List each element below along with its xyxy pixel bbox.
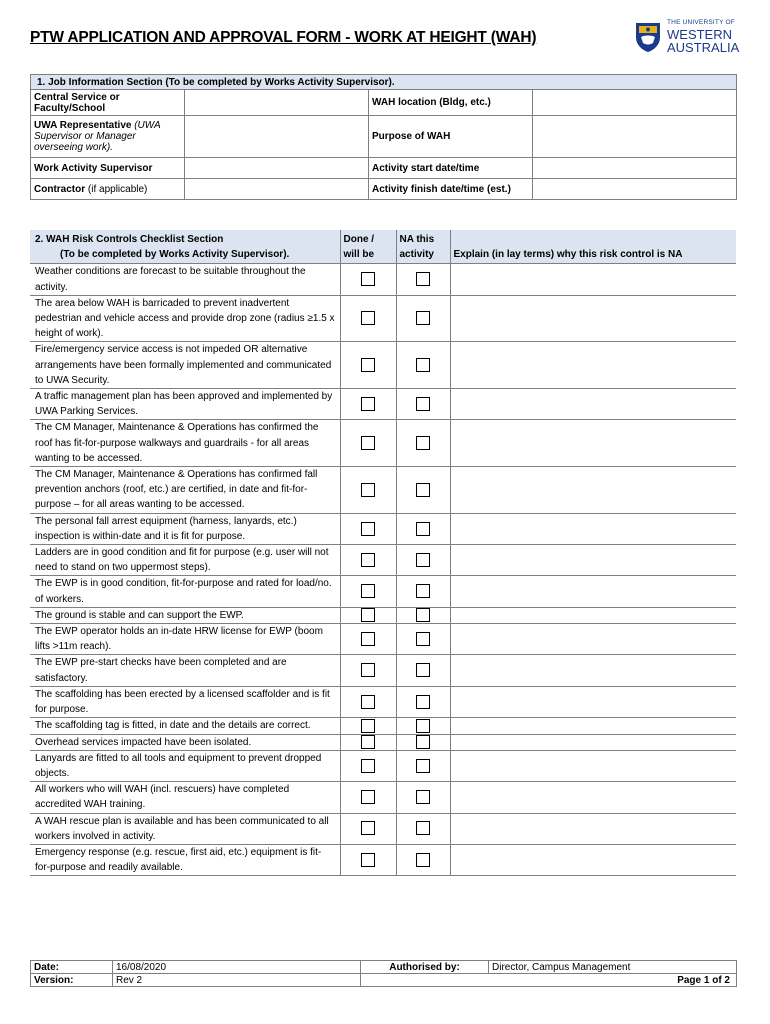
explain-field[interactable] [450,513,736,544]
checklist-item-text: The area below WAH is barricaded to prevent inadvertent pedestrian and vehicle access and provide drop zone (radius ≥1.5 x height of work). [30,295,340,342]
col-done-header: Done / will be [340,230,396,264]
na-cell [396,389,450,420]
na-checkbox[interactable] [416,759,430,773]
done-cell [340,389,396,420]
explain-field[interactable] [450,686,736,717]
logo-text-line2: WESTERN [667,26,732,42]
checklist-row [30,624,736,655]
na-cell [396,718,450,734]
checklist-item-text: The CM Manager, Maintenance & Operations has confirmed the roof has fit-for-purpose walkways and guardrails - for all areas wanting to be accessed. [30,420,340,467]
done-cell [340,467,396,514]
done-checkbox[interactable] [361,483,375,497]
checklist-row [30,750,736,781]
na-checkbox[interactable] [416,553,430,567]
checklist-item-text: Lanyards are fitted to all tools and equipment to prevent dropped objects. [30,750,340,781]
na-cell [396,782,450,813]
done-cell [340,576,396,607]
done-checkbox[interactable] [361,663,375,677]
done-cell [340,264,396,295]
activity-finish-label: Activity finish date/time (est.) [369,179,533,200]
done-checkbox[interactable] [361,397,375,411]
done-checkbox[interactable] [361,695,375,709]
page-title: PTW APPLICATION AND APPROVAL FORM - WORK AT HEIGHT (WAH) [30,29,537,46]
na-checkbox[interactable] [416,853,430,867]
done-checkbox[interactable] [361,436,375,450]
done-cell [340,420,396,467]
na-checkbox[interactable] [416,397,430,411]
explain-field[interactable] [450,624,736,655]
faculty-field[interactable] [185,90,369,116]
date-label: Date: [31,961,113,974]
done-checkbox[interactable] [361,358,375,372]
done-cell [340,750,396,781]
na-checkbox[interactable] [416,735,430,749]
done-checkbox[interactable] [361,853,375,867]
done-cell [340,545,396,576]
done-cell [340,624,396,655]
done-cell [340,686,396,717]
checklist-item-text: Overhead services impacted have been isolated. [30,734,340,750]
na-cell [396,624,450,655]
checklist-row [30,607,736,623]
checklist-item-text: Weather conditions are forecast to be suitable throughout the activity. [30,264,340,295]
contractor-field[interactable] [185,179,369,200]
checklist-row [30,545,736,576]
checklist-row [30,734,736,750]
checklist-row [30,576,736,607]
explain-field[interactable] [450,420,736,467]
authorised-value: Director, Campus Management [489,961,737,974]
explain-field[interactable] [450,844,736,875]
na-cell [396,342,450,389]
checklist-row [30,420,736,467]
na-cell [396,467,450,514]
done-checkbox[interactable] [361,553,375,567]
checklist-item-text: A traffic management plan has been approved and implemented by UWA Parking Services. [30,389,340,420]
wah-location-label: WAH location (Bldg, etc.) [369,90,533,116]
col-explain-header: Explain (in lay terms) why this risk control is NA [450,230,736,264]
checklist-row [30,844,736,875]
activity-start-field[interactable] [533,158,737,179]
checklist-item-text: The scaffolding tag is fitted, in date and the details are correct. [30,718,340,734]
na-cell [396,576,450,607]
checklist-item-text: The ground is stable and can support the EWP. [30,607,340,623]
na-cell [396,420,450,467]
explain-field[interactable] [450,295,736,342]
checklist-row [30,342,736,389]
explain-field[interactable] [450,655,736,686]
col-na-header: NA this activity [396,230,450,264]
done-checkbox[interactable] [361,608,375,622]
checklist-row [30,655,736,686]
checklist-item-text: Fire/emergency service access is not impeded OR alternative arrangements have been formally implemented and communicated to UWA Security. [30,342,340,389]
checklist-item-text: The CM Manager, Maintenance & Operations has confirmed fall prevention anchors (roof, etc.) are certified, in date and fit-for-purpose – for all areas wanting to be accessed. [30,467,340,514]
na-cell [396,607,450,623]
done-cell [340,655,396,686]
purpose-field[interactable] [533,116,737,158]
done-checkbox[interactable] [361,759,375,773]
uwa-representative-field[interactable] [185,116,369,158]
na-cell [396,545,450,576]
job-information-table [30,74,737,200]
done-cell [340,734,396,750]
activity-finish-field[interactable] [533,179,737,200]
na-checkbox[interactable] [416,584,430,598]
activity-start-label: Activity start date/time [369,158,533,179]
na-checkbox[interactable] [416,790,430,804]
na-cell [396,513,450,544]
done-cell [340,513,396,544]
date-value: 16/08/2020 [113,961,361,974]
wah-location-field[interactable] [533,90,737,116]
checklist-row [30,389,736,420]
section1-heading: 1. Job Information Section (To be completed by Works Activity Supervisor). [31,75,737,90]
explain-field[interactable] [450,607,736,623]
explain-field[interactable] [450,342,736,389]
purpose-label: Purpose of WAH [369,116,533,158]
done-checkbox[interactable] [361,584,375,598]
checklist-row [30,718,736,734]
work-activity-supervisor-field[interactable] [185,158,369,179]
na-checkbox[interactable] [416,311,430,325]
explain-field[interactable] [450,264,736,295]
risk-controls-checklist-table [30,230,736,876]
checklist-item-text: Emergency response (e.g. rescue, first aid, etc.) equipment is fit-for-purpose and readily available. [30,844,340,875]
checklist-row [30,782,736,813]
na-checkbox[interactable] [416,436,430,450]
uwa-crest-icon [634,21,662,53]
na-checkbox[interactable] [416,632,430,646]
done-cell [340,813,396,844]
explain-field[interactable] [450,813,736,844]
checklist-item-text: All workers who will WAH (incl. rescuers) have completed accredited WAH training. [30,782,340,813]
na-checkbox[interactable] [416,272,430,286]
explain-field[interactable] [450,389,736,420]
checklist-item-text: The scaffolding has been erected by a licensed scaffolder and is fit for purpose. [30,686,340,717]
done-checkbox[interactable] [361,272,375,286]
na-cell [396,686,450,717]
checklist-item-text: The EWP operator holds an in-date HRW license for EWP (boom lifts >11m reach). [30,624,340,655]
faculty-label: Central Service or Faculty/School [31,90,185,116]
done-cell [340,782,396,813]
done-checkbox[interactable] [361,632,375,646]
explain-field[interactable] [450,545,736,576]
checklist-item-text: A WAH rescue plan is available and has been communicated to all workers involved in activity. [30,813,340,844]
explain-field[interactable] [450,782,736,813]
na-checkbox[interactable] [416,358,430,372]
done-cell [340,718,396,734]
explain-field[interactable] [450,718,736,734]
na-checkbox[interactable] [416,608,430,622]
explain-field[interactable] [450,467,736,514]
contractor-label: Contractor (if applicable) [31,179,185,200]
done-cell [340,295,396,342]
version-value: Rev 2 [113,974,361,987]
na-checkbox[interactable] [416,663,430,677]
checklist-row [30,264,736,295]
uwa-logo [634,20,738,56]
na-checkbox[interactable] [416,821,430,835]
checklist-row [30,467,736,514]
section2-heading: 2. WAH Risk Controls Checklist Section (To be completed by Works Activity Supervisor). [30,230,340,264]
checklist-row [30,813,736,844]
footer-table [30,960,737,987]
done-checkbox[interactable] [361,735,375,749]
checklist-row [30,295,736,342]
checklist-item-text: The personal fall arrest equipment (harness, lanyards, etc.) inspection is within-date and it is fit for purpose. [30,513,340,544]
na-cell [396,655,450,686]
na-checkbox[interactable] [416,522,430,536]
na-cell [396,264,450,295]
checklist-item-text: The EWP pre-start checks have been completed and are satisfactory. [30,655,340,686]
na-cell [396,734,450,750]
na-cell [396,813,450,844]
explain-field[interactable] [450,576,736,607]
explain-field[interactable] [450,750,736,781]
done-cell [340,844,396,875]
checklist-row [30,513,736,544]
done-cell [340,607,396,623]
done-checkbox[interactable] [361,790,375,804]
version-label: Version: [31,974,113,987]
explain-field[interactable] [450,734,736,750]
na-cell [396,295,450,342]
done-cell [340,342,396,389]
work-activity-supervisor-label: Work Activity Supervisor [31,158,185,179]
checklist-item-text: Ladders are in good condition and fit for purpose (e.g. user will not need to stand on two uppermost steps). [30,545,340,576]
checklist-item-text: The EWP is in good condition, fit-for-purpose and rated for load/no. of workers. [30,576,340,607]
na-cell [396,844,450,875]
done-checkbox[interactable] [361,522,375,536]
page-number: Page 1 of 2 [361,974,737,987]
done-checkbox[interactable] [361,821,375,835]
logo-text-line3: AUSTRALIA [667,39,740,55]
na-checkbox[interactable] [416,483,430,497]
authorised-label: Authorised by: [361,961,489,974]
done-checkbox[interactable] [361,719,375,733]
checklist-row [30,686,736,717]
logo-text-line1: THE UNIVERSITY OF [667,19,735,26]
na-cell [396,750,450,781]
na-checkbox[interactable] [416,719,430,733]
na-checkbox[interactable] [416,695,430,709]
uwa-representative-label: UWA Representative (UWA Supervisor or Manager overseeing work). [31,116,185,158]
done-checkbox[interactable] [361,311,375,325]
